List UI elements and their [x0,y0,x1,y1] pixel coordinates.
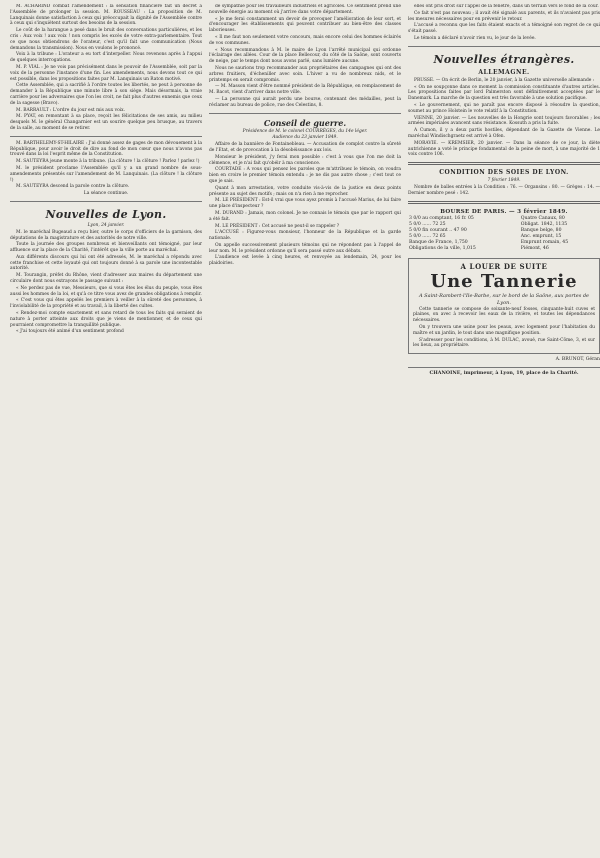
table-row [408,246,600,252]
col2-para: « Il me faut non seulement votre concours, mais encore celui des hommes éclairés de vos communes. [209,34,401,46]
divider [10,136,202,137]
advertisement [408,258,600,355]
foreign-para: « Le gouvernement, qui ne paraît pas encore disposé à résoudre la question, soumet au prince Holstein le vote relatif à la Constitution. [408,102,600,114]
col1-debate: M. SAUTEYRA descend la parole contre la clôture. [16,184,130,190]
ad-para: S'adresser pour les conditions, à M. DULAC, avoué, rue Saint-Côme, 3, et sur les lieux, au propriétaire. [413,337,595,349]
col1-para: M. ACHARIND combat l'amendement : la sensation financière fait un décret à l'Assemblée de prolonger la session. M. ROUSSEAU : La proposition de M. Lanquinais donne satisfaction à ceux qui préoccupait la dignité de l'Assemblée contre à ceux qui s'inquiètent surtout des besoins de la session. [10,4,202,27]
conseil-para: On appelle successivement plusieurs témoins qui ne répondent pas à l'appel de leur nom. M. le président ordonne qu'il sera passé outre aux débats. [209,242,401,254]
conditions-title: CONDITION DES SOIES DE LYON. [439,169,569,177]
divider [209,113,401,114]
lyon-para: M. Tourangin, préfet du Rhône, vient d'adresser aux maires du département une circulaire dont nous extrayons le passage suivant : [10,273,202,285]
section-title-conseil: Conseil de guerre. [263,117,347,128]
ad-title: Une Tannerie [430,270,578,292]
col2-para: — M. Masson vient d'être nommé président de la République, en remplacement de M. Bacot, vient d'arriver dans notre ville. [209,84,401,96]
col2-para: « Je me ferai constamment un devoir de provoquer l'amélioration de leur sort, et d'encourager les établissements qui peuvent contribuer au bien-être des classes laborieuses. [209,16,401,34]
bourse-cell: Banque belge, 80 [520,227,562,233]
conseil-para: M. LE PRÉSIDENT : Cet accusé ne peut-il se rappeler ? [215,223,340,229]
conseil-para: L'audience est levée à cinq heures, et renvoyée au lendemain, 24, pour les plaidoiries. [209,255,401,267]
conseil-presidence: Présidence de M. le colonel COURRÈGES, du 14e léger. [242,128,368,134]
lyon-para: « Rendez-moi compte exactement et sans retard de tous les faits qui seraient de nature à porter atteinte aux droits que je viens de mentionner, et de ceux qui pourraient compromettre la tranquillité publique. [10,311,202,328]
lyon-para: « J'ai toujours été animé d'un sentiment profond [16,329,124,335]
col1-para: Cette Assemblée, qui a sacrifié à l'ordre toutes les libertés, ne peut à personne de demander à la République une minute libre à son siège. Mais désormais, la vraie carrière pour les adversaires que l'on les croit, ne fait plus d'autres ennemis que ceux de la sagesse (Bravo). [10,83,202,106]
conseil-para: Monsieur le président, j'y ferai mon possible : c'est à vous que l'on me doit la clémence, et je n'ai fait qu'obéir à ma conscience. [209,154,401,166]
ad-para: On y trouvera une usine pour les peaux, avec logement pour l'habitation du maître et un jardin, le tout dans une magnifique position. [413,324,595,336]
ad-location: A Saint-Rambert-l'Ile-Barbe, sur le bord de la Saône, aux portes de Lyon. [418,292,590,306]
gerant-signature: A. BRUNOT, Géran [555,357,600,363]
col2-para: — La personne qui aurait perdu une bourse, contenant des médailles, peut la réclamer au bureau de police, rue des Celestins, 8. [209,96,401,108]
bourse-cell: 5 0/0 ...... 72 25 [409,221,446,227]
conseil-para: M. LE PRÉSIDENT : Est-il vrai que vous ayez promis à l'accusé Marius, de lui faire une place d'inspecteur ? [209,198,401,210]
col3-para: Ce fait n'est pas nouveau ; il avait été signalé aux parents, et ils n'avaient pas pris les mesures nécessaires pour en prévenir le retour. [408,10,600,22]
bourse-cell: Anc. emprunt, 15 [520,233,562,239]
ad-heading: A LOUER DE SUITE [460,261,548,271]
col3-para: Le témoin a déclaré n'avoir rien vu, le jour de la levée. [414,35,536,41]
bourse-cell: Piémont, 46 [520,245,549,251]
divider [10,201,202,202]
bourse-title: BOURSE DE PARIS. — 3 février 1849. [440,208,568,215]
conseil-para: Affaire de la bannière de Fontainebleau. — Accusation de complot contre la sûreté de l'Etat, et de provocation à la désobéissance aux lois. [209,142,401,153]
col1-para: Voix à la tribune : L'orateur a eu tort d'interpeller. Nous revenons après à l'appui de quelques interrogations. [10,52,202,64]
col1-para: M. P. VIAL : Je ne vois pas précisément dans le pouvoir de l'Assemblée, soit par la voix de la personne l'instance d'une fin. Les amendements, nous devons tout ce qui est possible, dans les propositions faites par M. Lanquinais un Raton motivé. [10,64,202,82]
ad-para: Cette tannerie se compose de soixante-neuf fosses, cinquante-huit cuves et plaines, on avec à recevoir les eaux de la rivière, et toutes les dépendances nécessaires. [413,306,595,324]
conditions-text: Nombre de balles entrées à la Condition : 76. — Organsins : 80. — Grèges : 14. — Dernier nombre pesé : 142. [408,184,600,196]
lyon-para: M. le maréchal Bugeaud a reçu hier, outre le corps d'officiers de la garnison, des députations de la magistrature et des autorités de notre ville. [10,229,202,241]
col1-debate-end: La séance continue. [83,191,129,197]
divider-double [408,162,600,165]
column-2 [209,4,401,854]
col1-para: M. BARRAULT : L'ordre du jour est mis aux voix. [16,107,125,113]
col2-para: Nous ne saurions trop recommander aux propriétaires des campagnes qui ont des arbres fruitiers, d'écheniller avec soin. L'hiver a vu de nombreux nids, et le printemps en serait compromis. [209,65,401,83]
bourse-cell: Obligat. 1842, 1135 [520,221,568,227]
lyon-para: Aux différents discours qui lui ont été adressés, M. le maréchal a répondu avec cette franchise et cette loyauté qui ont toujours donné à sa parole une incontestable autorité. [10,254,202,272]
foreign-para: PRUSSE. — On écrit de Berlin, le 20 janvier, à la Gazette universelle allemande : [414,77,595,83]
columns [10,4,600,854]
lyon-para: Toute la journée des groupes nombreux et bienveillants ont témoigné, par leur affluence sur la place de la Charité, l'intérêt que la ville porte au maréchal. [10,242,202,254]
foreign-para: VIENNE, 20 janvier. — Les nouvelles de la Hongrie sont toujours favorables ; les armées impériales avancent sans résistance. Kossuth a pris la fuite. [408,115,600,127]
divider [408,46,600,47]
col2-para: « Nous recommandons à M. le maire de Lyon l'arrêté municipal qui ordonne l'éclairage des allées. Cour de la place Bellecour, du côté de la Saône, sont couverts de neige, par le temps dont nous avons parlé, sans lumière aucune. [209,47,401,65]
bourse-cell: Obligations de la ville, 1,015 [409,245,476,251]
conseil-para: L'ACCUSÉ : Figurez-vous monsieur, l'honneur de la République et la garde nationale. [209,230,401,242]
foreign-para: A Cumon, il y a deux partis hostiles, dépendant de la Gazette de Vienne. Le maréchal Windischgraetz est arrivé à Ofen. [408,128,600,139]
bourse-cell: 5 0/0 ...... 72 65 [409,233,446,239]
column-1 [10,4,202,854]
lyon-para: « Ne perdez pas de vue, Messieurs, que si vous êtes les élus du peuple, vous êtes aussi les hommes de la loi, et qu'à ce titre vous avez de grandes obligations à remplir. [10,285,202,297]
subhead-allemagne: ALLEMAGNE. [478,68,530,76]
conseil-para: Quant à mon arrestation, votre conduite vis-à-vis de la justice en deux points présente au sujet des motifs ; mais on n'a rien à me reprocher. [209,185,401,197]
bourse-cell: Emprunt romain, 45 [520,239,569,245]
conditions-date: 7 février 1849. [487,178,521,184]
conseil-para: M. DURAND : Jamais, mon colonel. Je ne connais le témoin que par le rapport qui a été fait. [209,210,401,222]
col3-para: L'accusé a reconnu que les faits étaient exacts et a témoigné son regret de ce qui s'était passé. [408,23,600,35]
conseil-audience: Audience du 23 janvier 1849. [272,135,338,141]
section-title-etrangeres: Nouvelles étrangères. [433,52,575,66]
lyon-para: « C'est vous qui êtes appelés les premiers à veiller à la sûreté des personnes, à l'inviolabilité de la propriété et au travail, à la liberté des cultes. [10,298,202,310]
bourse-cell: Quatre Canaux, 80 [520,215,565,221]
divider-double [408,201,600,204]
printer-line: CHANOINE, imprimeur, à Lyon, 19, place de la Charité. [408,367,600,376]
foreign-para: MORAVIE. — KREMSIER, 20 janvier. — Dans la séance de ce jour, la diète autrichienne a voté le principe fondamental de la peine de mort, à une majorité de 1 voix contre 106. [408,140,600,158]
foreign-para: « On ne soupçonne dans ce moment la commission constituante d'autres articles. Les propositions faites par lord Palmerston sont définitivement acceptées par le Danemark. La marche de la question est très favorable à une solution pacifique. [408,84,600,102]
col1-debate: M. SAUTEYRA jeune monte à la tribune. (La clôture ! la clôture ! Parlez ! parlez !) [16,159,200,165]
col1-debate: M. le président proclame l'Assemblée qu'il y a un grand nombre de sous-amendements présentés sur l'amendement de M. Lanquinais. (La clôture ! la clôture !) [10,165,202,183]
bourse-cell: Banque de France, 1,750 [409,239,468,245]
col3-para: elles ont pris droit sur l'appel de la fenêtre, dans un terrain vers le fond de la cour. [414,4,599,9]
col1-debate: M. BARTHELEMY-ST-HILAIRE : J'ai donné assez de gages de mon dévouement à la République, pour avoir le droit de dire au fond de mon cœur que nous n'avons pas trouvé dans la loi l'esprit même de la Constitution. [10,140,202,158]
column-3 [408,4,600,854]
lyon-dateline: Lyon, 24 janvier. [87,222,125,228]
bourse-cell: 5 0/0 fin courant .. 47 90 [409,227,467,233]
conseil-para: COURTADE : A vous qui pensez les paroles que m'attribuez le témoin, on voudra bien en croire le premier témoin entendu : je ne dis pas autre chose ; c'est tout ce que je sais. [209,167,401,184]
col1-para: Le coût de la harangue a pesé dans le bruit des conversations particulières, et les cris : Aux voix ! aux voix ! non compris les excès de votre extra-parlementaire. Tout ce que nous obtiendrons de l'orateur, c'est qu'il fait une communication (Nous demandons la transmission). Nous en voulons le prononcé. [10,28,202,51]
bourse-table [408,216,600,252]
bourse-cell: 3 0/0 au comptant, 16 fr. 05 [409,215,474,221]
col2-para: de sympathie pour les travailleurs industriels et agricoles. Ce sentiment prend une nouvelle énergie au moment où j'arrive dans votre département. [209,4,401,15]
section-title-lyon: Nouvelles de Lyon. [45,207,167,221]
col1-para: M. PYAT, en remontant à sa place, reçoit les félicitations de ses amis, au milieu desquels M. le général Changarnier est un sourire quelque peu brusque, au travers de la salle, au moment de se retirer. [10,114,202,131]
